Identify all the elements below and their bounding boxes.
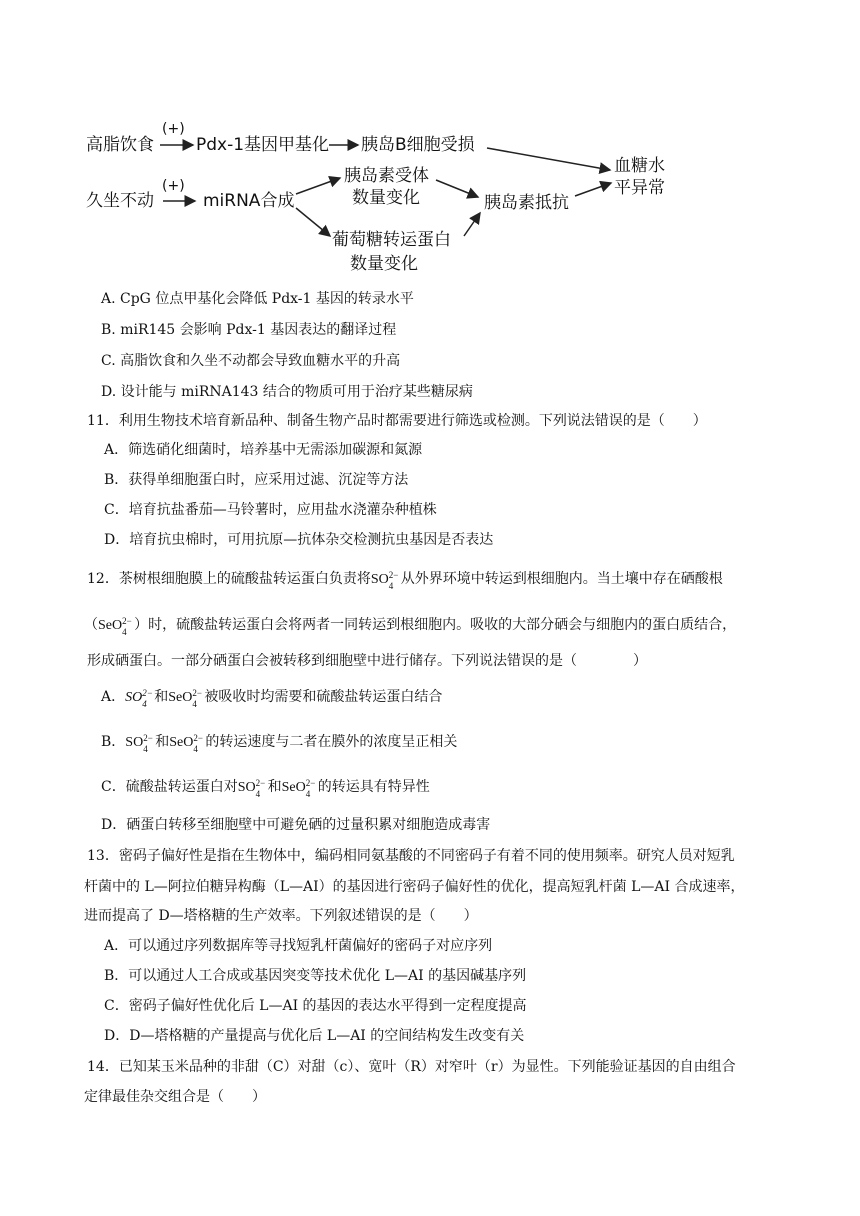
q14-stem-line2: 定律最佳杂交组合是（ ） xyxy=(84,1089,266,1105)
arrow-mirna-receptor xyxy=(296,178,340,194)
q12-stem-line2: （SeO 2− 4 ）时，硫酸盐转运蛋白会将两者一同转运到根细胞内。吸收的大部分硒会与细胞内的蛋白质结合， xyxy=(84,616,737,637)
q12-stem-line3: 形成硒蛋白。一部分硒蛋白会被转移到细胞壁中进行储存。下列说法错误的是（ ） xyxy=(87,653,647,669)
q13-option-a: A．可以通过序列数据库等寻找短乳杆菌偏好的密码子对应序列 xyxy=(104,938,493,954)
node-pdx1-methylation: Pdx-1基因甲基化 xyxy=(196,135,330,155)
q14-stem-line1: 14．已知某玉米品种的非甜（C）对甜（c）、宽叶（R）对窄叶（r）为显性。下列能验证基因的自由组合 xyxy=(87,1059,736,1075)
q11-option-c: C．培育抗盐番茄—马铃薯时，应用盐水浇灌杂种植株 xyxy=(104,502,437,518)
q11-option-d: D．培育抗虫棉时，可用抗原—抗体杂交检测抗虫基因是否表达 xyxy=(104,532,494,548)
arrow-resistance-glucose xyxy=(575,183,611,196)
q13-stem-line3: 进而提高了 D—塔格糖的生产效率。下列叙述错误的是（ ） xyxy=(84,908,478,924)
q10-option-c: C. 高脂饮食和久坐不动都会导致血糖水平的升高 xyxy=(101,353,401,369)
q11-option-b: B．获得单细胞蛋白时，应采用过滤、沉淀等方法 xyxy=(104,472,409,488)
arrow-transporter-resistance xyxy=(464,213,480,236)
node-blood-glucose-line1: 血糖水 xyxy=(614,156,665,176)
formula-sulfate: SO 2− 4 xyxy=(370,570,399,591)
arrow-islet-glucose xyxy=(487,148,610,170)
node-glucose-transporter-line2: 数量变化 xyxy=(350,254,418,274)
q10-option-d: D. 设计能与 miRNA143 结合的物质可用于治疗某些糖尿病 xyxy=(101,384,473,400)
node-mirna-synthesis: miRNA合成 xyxy=(203,191,295,211)
q13-option-b: B．可以通过人工合成或基因突变等技术优化 L—AI 的基因碱基序列 xyxy=(104,968,527,984)
node-sedentary: 久坐不动 xyxy=(86,191,154,211)
node-islet-b-cell-damage: 胰岛B细胞受损 xyxy=(361,135,475,155)
q10-option-b: B. miR145 会影响 Pdx-1 基因表达的翻译过程 xyxy=(101,322,397,338)
arrow-mirna-transporter xyxy=(296,208,330,236)
node-insulin-resistance: 胰岛素抵抗 xyxy=(484,193,569,213)
q12-option-d: D．硒蛋白转移至细胞壁中可避免硒的过量积累对细胞造成毒害 xyxy=(101,817,491,833)
q13-option-c: C．密码子偏好性优化后 L—AI 的基因的表达水平得到一定程度提高 xyxy=(104,998,527,1014)
q13-stem-line1: 13．密码子偏好性是指在生物体中，编码相同氨基酸的不同密码子有着不同的使用频率。研究人员对短乳 xyxy=(87,848,735,864)
q12-option-b: B．SO 2− 4 和SeO 2− 4 的转运速度与二者在膜外的浓度呈正相关 xyxy=(101,733,458,754)
node-insulin-receptor-line2: 数量变化 xyxy=(352,188,420,208)
node-insulin-receptor-line1: 胰岛素受体 xyxy=(344,166,429,186)
q13-option-d: D．D—塔格糖的产量提高与优化后 L—AI 的空间结构发生改变有关 xyxy=(104,1028,525,1044)
node-blood-glucose-line2: 平异常 xyxy=(614,178,665,198)
plus-sign-1: (+) xyxy=(162,121,185,137)
arrow-receptor-resistance xyxy=(436,180,478,197)
q10-option-a: A. CpG 位点甲基化会降低 Pdx-1 基因的转录水平 xyxy=(101,291,414,307)
q12-option-c: C．硫酸盐转运蛋白对SO 2− 4 和SeO 2− 4 的转运具有特异性 xyxy=(101,778,430,799)
plus-sign-2: (+) xyxy=(162,178,185,194)
q13-stem-line2: 杆菌中的 L—阿拉伯糖异构酶（L—AI）的基因进行密码子偏好性的优化，提高短乳杆菌 L—AI 合成速率， xyxy=(84,879,745,895)
node-glucose-transporter-line1: 葡萄糖转运蛋白 xyxy=(332,230,451,250)
q11-stem: 11．利用生物技术培育新品种、制备生物产品时都需要进行筛选或检测。下列说法错误的是（ ） xyxy=(87,413,707,429)
formula-selenate: SeO 2− 4 xyxy=(98,616,132,637)
q12-stem-line1: 12．茶树根细胞膜上的硫酸盐转运蛋白负责将SO 2− 4 从外界环境中转运到根细胞内。当土壤中存在硒酸根 xyxy=(87,570,723,591)
q11-option-a: A．筛选硝化细菌时，培养基中无需添加碳源和氮源 xyxy=(104,442,423,458)
q12-option-a: A．SO 2− 4 和SeO 2− 4 被吸收时均需要和硫酸盐转运蛋白结合 xyxy=(101,688,443,709)
node-high-fat-diet: 高脂饮食 xyxy=(86,135,154,155)
